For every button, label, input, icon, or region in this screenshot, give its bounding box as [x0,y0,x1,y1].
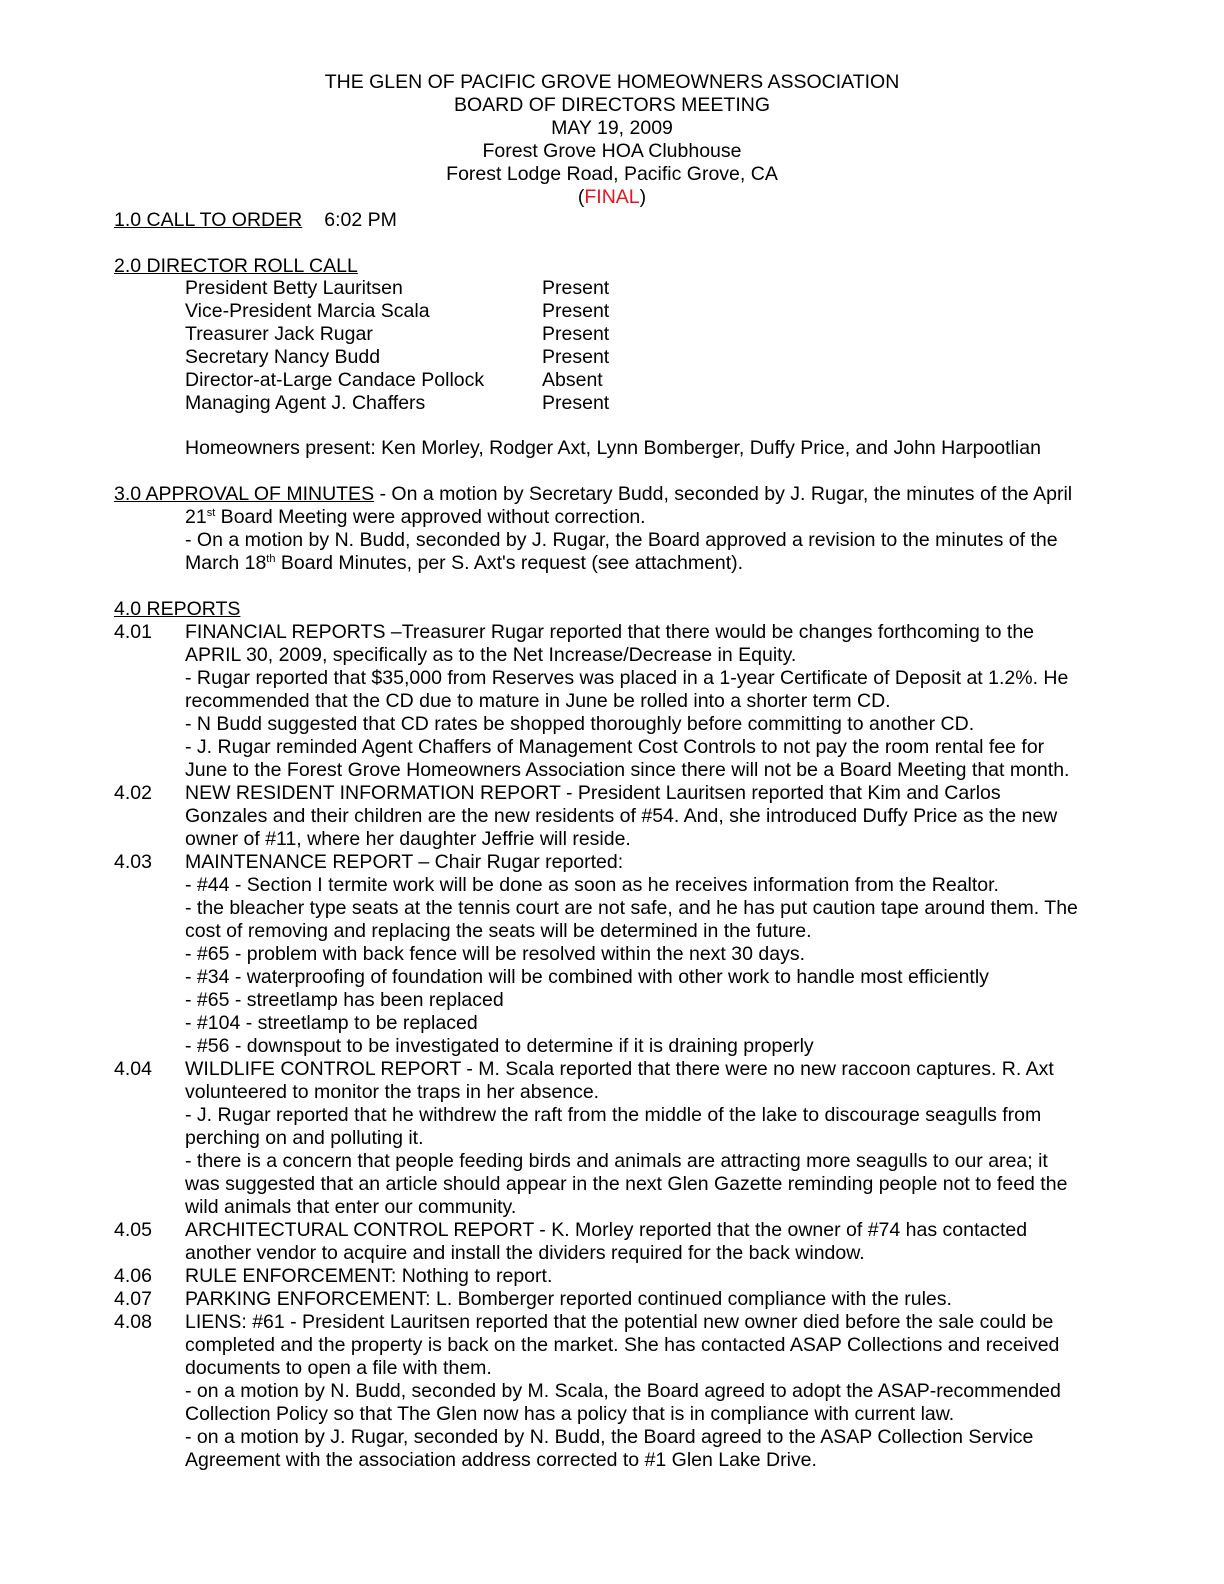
attendance-status: Present [542,300,610,322]
meeting-address: Forest Lodge Road, Pacific Grove, CA [446,163,778,185]
minutes-text-4a: March 18 [185,552,267,574]
report-number: 4.04 [114,1058,152,1080]
report-line: recommended that the CD due to mature in June be rolled into a shorter term CD. [185,690,891,712]
report-line: - J. Rugar reported that he withdrew the raft from the middle of the lake to discourage seagulls from [185,1104,1042,1126]
report-line: wild animals that enter our community. [185,1196,517,1218]
report-number: 4.02 [114,782,152,804]
attendance-status: Absent [542,369,603,391]
report-line: owner of #11, where her daughter Jeffrie will reside. [185,828,631,850]
minutes-text-2b: Board Meeting were approved without correction. [215,506,646,528]
reports-heading: 4.0 REPORTS [114,598,241,620]
report-line: - #34 - waterproofing of foundation will be combined with other work to handle most efficiently [185,966,989,988]
report-line: completed and the property is back on the market. She has contacted ASAP Collections and received [185,1334,1060,1356]
ordinal-suffix: st [206,507,216,519]
report-number: 4.07 [114,1288,152,1310]
director-name: President Betty Lauritsen [185,277,403,299]
report-line: ARCHITECTURAL CONTROL REPORT - K. Morley reported that the owner of #74 has contacted [185,1219,1028,1241]
report-number: 4.08 [114,1311,152,1333]
roll-call-row [185,369,685,392]
report-line: Collection Policy so that The Glen now has a policy that is in compliance with current law. [185,1403,955,1425]
roll-call-row [185,346,685,369]
report-line: documents to open a file with them. [185,1357,492,1379]
roll-call-row [185,277,685,300]
report-line: MAINTENANCE REPORT – Chair Rugar reported: [185,851,624,873]
report-line: another vendor to acquire and install the dividers required for the back window. [185,1242,865,1264]
minutes-line-4 [185,552,743,575]
report-number: 4.01 [114,621,152,643]
report-number: 4.06 [114,1265,152,1287]
roll-call-row [185,392,685,415]
report-line: was suggested that an article should appear in the next Glen Gazette reminding people not to feed the [185,1173,1068,1195]
report-line: June to the Forest Grove Homeowners Association since there will not be a Board Meeting that month. [185,759,1070,781]
attendance-status: Present [542,392,610,414]
meeting-venue: Forest Grove HOA Clubhouse [482,140,742,162]
report-line: - Rugar reported that $35,000 from Reserves was placed in a 1-year Certificate of Deposit at 1.2%. He [185,667,1069,689]
report-line: Agreement with the association address corrected to #1 Glen Lake Drive. [185,1449,817,1471]
report-line: - #65 - streetlamp has been replaced [185,989,504,1011]
meeting-title: BOARD OF DIRECTORS MEETING [454,94,770,116]
status-close-paren: ) [639,186,647,208]
report-line: - #65 - problem with back fence will be resolved within the next 30 days. [185,943,805,965]
document-header [0,71,1224,209]
minutes-line-2 [185,506,646,529]
report-line: WILDLIFE CONTROL REPORT - M. Scala reported that there were no new raccoon captures. R. Axt [185,1058,1054,1080]
status-open-paren: ( [577,186,585,208]
report-number: 4.03 [114,851,152,873]
call-to-order-time: 6:02 PM [324,209,397,231]
status-final: FINAL [584,186,640,208]
report-number: 4.05 [114,1219,152,1241]
minutes-text-2a: 21 [185,506,207,528]
report-line: - #104 - streetlamp to be replaced [185,1012,478,1034]
attendance-status: Present [542,346,610,368]
report-line: Gonzales and their children are the new residents of #54. And, she introduced Duffy Price as the new [185,805,1058,827]
report-line: FINANCIAL REPORTS –Treasurer Rugar reported that there would be changes forthcoming to the [185,621,1035,643]
roll-call-table [185,277,685,415]
director-name: Vice-President Marcia Scala [185,300,430,322]
document-status [0,186,1224,209]
director-name: Secretary Nancy Budd [185,346,381,368]
director-name: Director-at-Large Candace Pollock [185,369,485,391]
report-line: - on a motion by N. Budd, seconded by M. Scala, the Board agreed to adopt the ASAP-recommended [185,1380,1061,1402]
attendance-status: Present [542,277,610,299]
association-name: THE GLEN OF PACIFIC GROVE HOMEOWNERS ASSOCIATION [324,71,900,93]
roll-call-heading: 2.0 DIRECTOR ROLL CALL [114,255,358,277]
report-line: RULE ENFORCEMENT: Nothing to report. [185,1265,553,1287]
report-line: LIENS: #61 - President Lauritsen reported that the potential new owner died before the sale could be [185,1311,1054,1333]
roll-call-row [185,300,685,323]
minutes-line-3: - On a motion by N. Budd, seconded by J. Rugar, the Board approved a revision to the minutes of the [185,529,1058,551]
homeowners-present: Homeowners present: Ken Morley, Rodger Axt, Lynn Bomberger, Duffy Price, and John Harpootlian [185,437,1041,459]
call-to-order-heading: 1.0 CALL TO ORDER [114,209,303,231]
roll-call-row [185,323,685,346]
call-to-order [114,209,397,232]
report-line: perching on and polluting it. [185,1127,424,1149]
report-line: PARKING ENFORCEMENT: L. Bomberger reported continued compliance with the rules. [185,1288,952,1310]
minutes-text-1: - On a motion by Secretary Budd, seconded by J. Rugar, the minutes of the April [374,483,1073,505]
report-line: APRIL 30, 2009, specifically as to the Net Increase/Decrease in Equity. [185,644,797,666]
report-line: cost of removing and replacing the seats will be determined in the future. [185,920,812,942]
minutes-line-1 [114,483,1072,506]
report-line: - on a motion by J. Rugar, seconded by N. Budd, the Board agreed to the ASAP Collection Service [185,1426,1034,1448]
minutes-text-4b: Board Minutes, per S. Axt's request (see attachment). [275,552,744,574]
attendance-status: Present [542,323,610,345]
report-line: - #56 - downspout to be investigated to determine if it is draining properly [185,1035,814,1057]
ordinal-suffix: th [266,553,276,565]
director-name: Treasurer Jack Rugar [185,323,373,345]
meeting-date: MAY 19, 2009 [551,117,673,139]
report-line: - #44 - Section I termite work will be done as soon as he receives information from the Realtor. [185,874,999,896]
report-line: - N Budd suggested that CD rates be shopped thoroughly before committing to another CD. [185,713,975,735]
minutes-heading: 3.0 APPROVAL OF MINUTES [114,483,375,505]
report-line: - there is a concern that people feeding birds and animals are attracting more seagulls to our area; it [185,1150,1048,1172]
report-line: - the bleacher type seats at the tennis court are not safe, and he has put caution tape around them. The [185,897,1078,919]
report-line: NEW RESIDENT INFORMATION REPORT - President Lauritsen reported that Kim and Carlos [185,782,1001,804]
director-name: Managing Agent J. Chaffers [185,392,426,414]
report-line: - J. Rugar reminded Agent Chaffers of Management Cost Controls to not pay the room rental fee for [185,736,1045,758]
report-line: volunteered to monitor the traps in her absence. [185,1081,600,1103]
